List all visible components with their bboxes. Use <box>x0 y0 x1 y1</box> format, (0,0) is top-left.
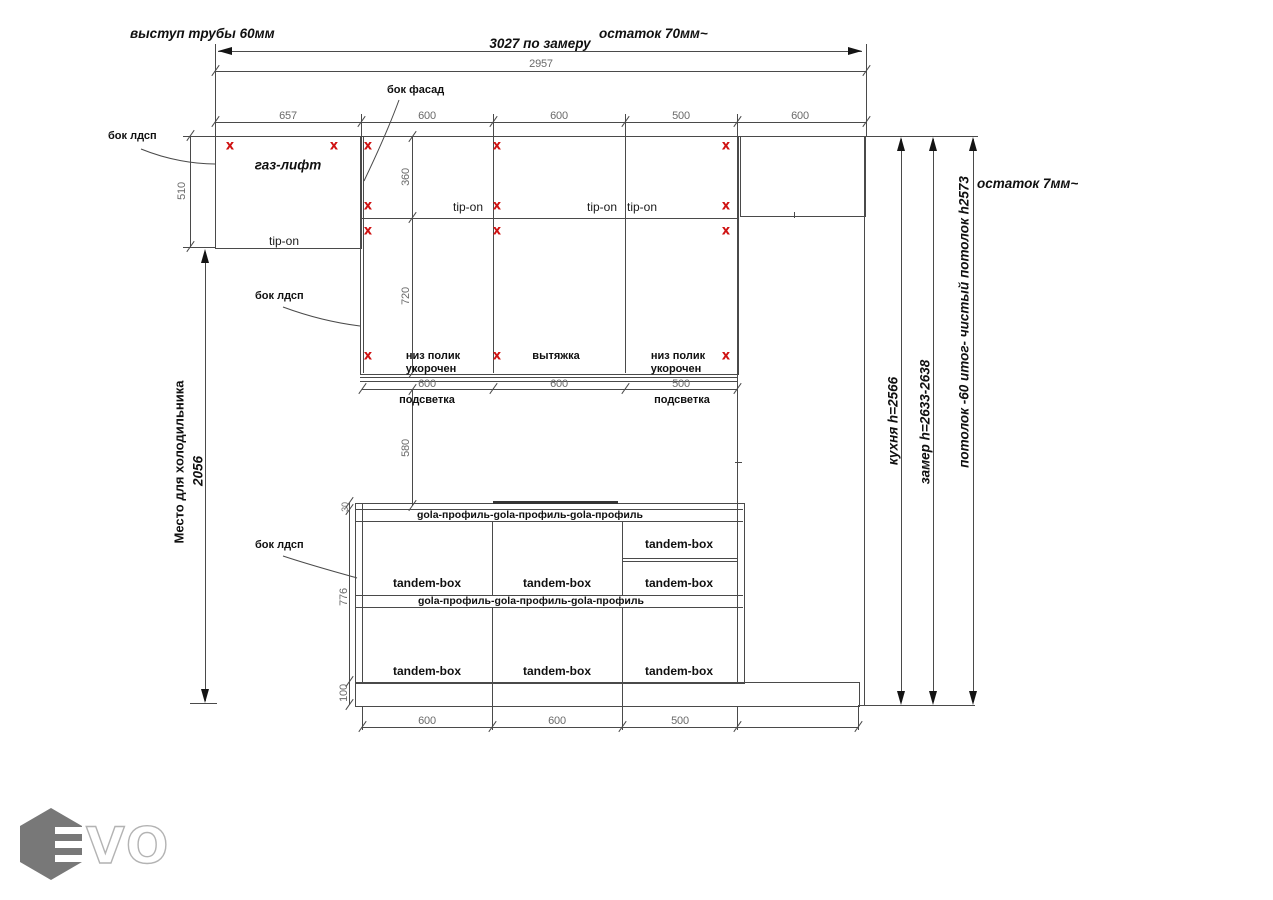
leader-side-panel-1 <box>141 149 215 164</box>
logo-text: VO <box>86 817 171 875</box>
backlight-label: подсветка <box>654 394 710 406</box>
fridge-side-panel <box>737 136 738 682</box>
upper-cabinets <box>360 136 739 375</box>
x-mark: x <box>363 223 373 239</box>
dim-580: 580 <box>400 439 412 457</box>
extension-line <box>493 114 494 137</box>
kitchen-height-label: кухня h=2566 <box>885 376 901 466</box>
shelf-short-label: низ полик <box>650 350 706 362</box>
x-mark: x <box>363 198 373 214</box>
x-mark: x <box>721 223 731 239</box>
fridge-space-value: 2056 <box>190 455 206 487</box>
leader-side-panel-2 <box>283 307 360 326</box>
tandem-box-label: tandem-box <box>644 576 714 590</box>
gas-lift-cabinet <box>215 136 362 249</box>
logo-bar <box>55 855 83 862</box>
drawer-divider-4 <box>622 607 623 682</box>
fridge-top-cabinet <box>740 136 866 217</box>
x-mark: x <box>721 138 731 154</box>
upper-divider-1 <box>493 136 494 373</box>
remainder-top-note: остаток 70мм~ <box>599 26 708 41</box>
arrowhead-up <box>897 137 905 151</box>
dim-segment: 600 <box>791 110 809 122</box>
facade-panel-label: бок фасад <box>387 84 445 96</box>
dim-776: 776 <box>338 588 350 606</box>
x-mark: x <box>225 138 235 154</box>
dim-line-580 <box>412 390 413 506</box>
dim-720: 720 <box>400 287 412 305</box>
dim-segment: 500 <box>671 715 689 727</box>
dim-segment: 600 <box>548 715 566 727</box>
dim-line-bottom-segments <box>362 727 858 728</box>
dim-segment: 600 <box>550 110 568 122</box>
tandem-box-label: tandem-box <box>644 537 714 551</box>
tandem-box-label: tandem-box <box>392 664 462 678</box>
extension-line <box>190 703 217 704</box>
shelf-short-label: укорочен <box>650 363 702 375</box>
x-mark: x <box>492 223 502 239</box>
dim-510: 510 <box>176 182 188 200</box>
small-drawer-line-b <box>622 561 737 562</box>
arrowhead-up <box>969 137 977 151</box>
drawer-divider-1 <box>492 521 493 595</box>
upper-shelf-line <box>360 218 737 219</box>
arrowhead-down <box>201 689 209 703</box>
dim-overall-text: 3027 по замеру <box>489 36 591 51</box>
dim-360: 360 <box>400 168 412 186</box>
tandem-box-label: tandem-box <box>392 576 462 590</box>
dim-segment: 657 <box>279 110 297 122</box>
x-mark: x <box>492 198 502 214</box>
shelf-short-label: низ полик <box>405 350 461 362</box>
leader-side-panel-3 <box>283 556 357 578</box>
dim-segment: 600 <box>550 378 568 390</box>
tip-on-label: tip-on <box>452 200 484 214</box>
floor-line <box>858 705 975 706</box>
backlight-label: подсветка <box>399 394 455 406</box>
dim-line-360-720 <box>412 137 413 373</box>
dim-segment: 500 <box>672 110 690 122</box>
dim-line-inner <box>215 71 866 72</box>
tandem-box-label: tandem-box <box>644 664 714 678</box>
hood-label: вытяжка <box>532 350 580 362</box>
tip-on-label: tip-on <box>586 200 618 214</box>
gola2-bottom <box>355 607 743 608</box>
pipe-note: выступ трубы 60мм <box>130 26 275 41</box>
panel-mark <box>735 462 742 463</box>
measured-height-label: замер h=2633-2638 <box>917 359 933 485</box>
drawer-divider-3 <box>492 607 493 682</box>
arrowhead-up <box>929 137 937 151</box>
base-cabinets <box>355 503 745 684</box>
tip-on-label: tip-on <box>626 200 658 214</box>
gola-profile-label: gola-профиль-gola-профиль-gola-профиль <box>417 595 645 607</box>
x-mark: x <box>363 348 373 364</box>
dim-line-510 <box>190 136 191 247</box>
dim-segment: 600 <box>418 110 436 122</box>
gola-profile-label: gola-профиль-gola-профиль-gola-профиль <box>416 509 644 521</box>
shelf-short-label: укорочен <box>405 363 457 375</box>
dim-line-ceiling-height <box>973 139 974 702</box>
arrowhead-down <box>969 691 977 705</box>
dim-segment: 500 <box>672 378 690 390</box>
dim-segment: 600 <box>418 378 436 390</box>
arrowhead-right <box>848 47 862 55</box>
gola1-bottom <box>355 521 743 522</box>
arrowhead-up <box>201 249 209 263</box>
ceiling-height-label: потолок -60 итог- чистый потолок h2573 <box>956 176 972 468</box>
base-side-line <box>362 503 363 682</box>
tandem-box-label: tandem-box <box>522 576 592 590</box>
x-mark: x <box>329 138 339 154</box>
extension-line <box>737 114 738 137</box>
upper-divider-2 <box>625 136 626 373</box>
dim-line-overall <box>218 51 862 52</box>
facade-side-line <box>363 136 364 373</box>
x-mark: x <box>492 138 502 154</box>
arrowhead-left <box>218 47 232 55</box>
right-wall-line <box>864 136 865 705</box>
x-mark: x <box>492 348 502 364</box>
hob-line <box>493 501 618 504</box>
small-drawer-line-a <box>622 558 737 559</box>
logo-bar <box>55 827 83 834</box>
dim-line-measured-height <box>933 139 934 702</box>
tandem-box-label: tandem-box <box>522 664 592 678</box>
arrowhead-down <box>929 691 937 705</box>
x-mark: x <box>721 198 731 214</box>
side-panel-label-3: бок лдсп <box>255 539 304 551</box>
plinth <box>355 682 860 707</box>
shelf-notch <box>794 212 795 218</box>
dim-line-kitchen-height <box>901 139 902 702</box>
dim-inner-value: 2957 <box>529 58 553 70</box>
fridge-space-label: Место для холодильника <box>171 380 187 544</box>
dim-line-top-segments <box>215 122 866 123</box>
side-panel-label-1: бок лдсп <box>108 130 157 142</box>
extension-line <box>625 114 626 137</box>
extension-line <box>361 114 362 137</box>
dim-100: 100 <box>338 684 350 702</box>
evo-logo <box>15 800 175 890</box>
dim-segment: 600 <box>418 715 436 727</box>
remainder-right-note: остаток 7мм~ <box>977 176 1079 191</box>
logo-bar <box>55 841 83 848</box>
dim-30: 30 <box>340 502 350 512</box>
tip-on-label: tip-on <box>268 234 300 248</box>
side-panel-label-2: бок лдсп <box>255 290 304 302</box>
arrowhead-down <box>897 691 905 705</box>
gas-lift-label: газ-лифт <box>254 157 322 173</box>
x-mark: x <box>363 138 373 154</box>
x-mark: x <box>721 348 731 364</box>
